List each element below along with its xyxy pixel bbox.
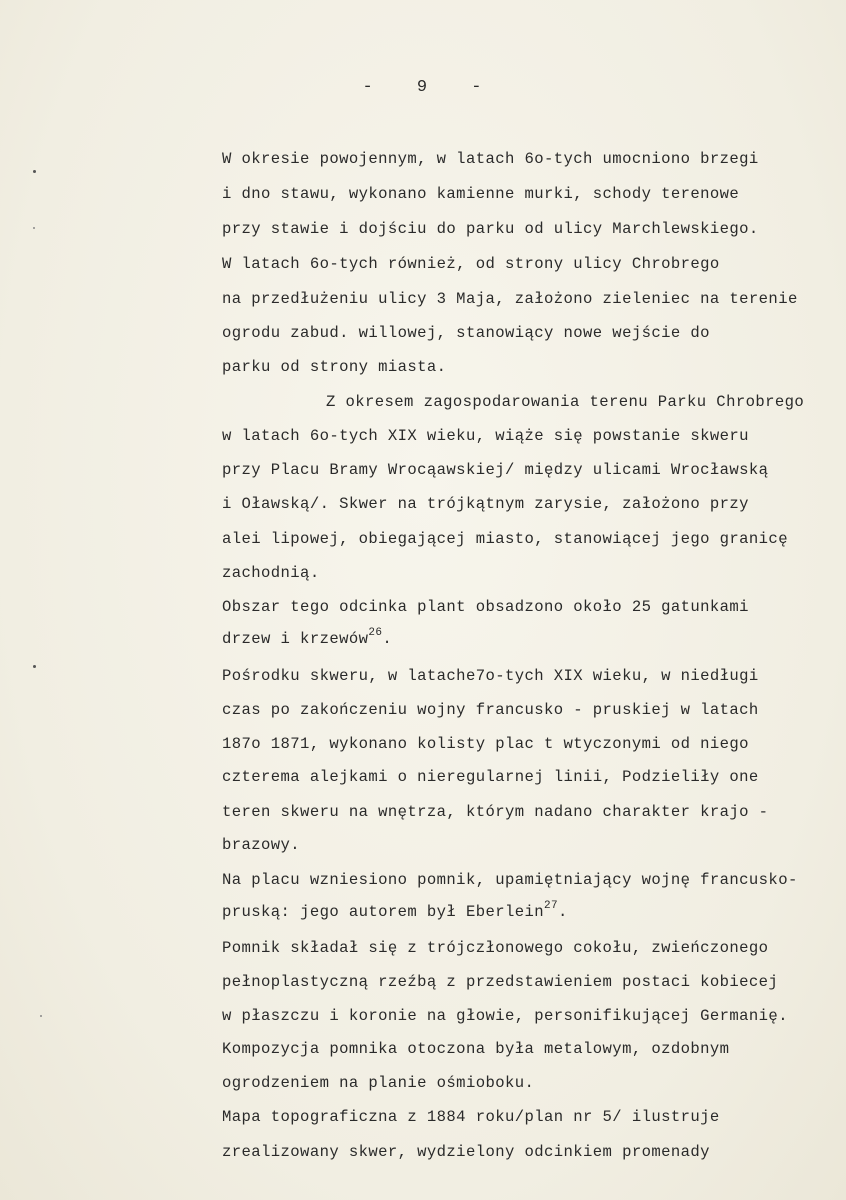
text-line: 187o 1871, wykonano kolisty plac t wtyczonymi od niego <box>222 735 749 753</box>
text-line: Na placu wzniesiono pomnik, upamiętniający wojnę francusko- <box>222 871 798 889</box>
text-line: Z okresem zagospodarowania terenu Parku Chrobrego <box>326 393 805 411</box>
margin-speck <box>33 227 35 229</box>
text-line: parku od strony miasta. <box>222 358 447 376</box>
text-line: przy stawie i dojściu do parku od ulicy Marchlewskiego. <box>222 220 759 238</box>
text-line: pełnoplastyczną rzeźbą z przedstawieniem postaci kobiecej <box>222 973 779 991</box>
text-line: W okresie powojennym, w latach 6o-tych umocniono brzegi <box>222 150 759 168</box>
text-line: czas po zakończeniu wojny francusko - pruskiej w latach <box>222 701 759 719</box>
footnote-ref-27: 27 <box>544 899 559 912</box>
text-line: i Oławską/. Skwer na trójkątnym zarysie, założono przy <box>222 495 749 513</box>
margin-speck <box>33 170 36 173</box>
page-number-dash-left: - <box>362 78 375 97</box>
page-number-dash-right: - <box>471 78 484 97</box>
text-line: zachodnią. <box>222 564 320 582</box>
text-line: czterema alejkami o nieregularnej linii, Podzieliły one <box>222 768 759 786</box>
text-line: brazowy. <box>222 836 301 854</box>
text-line: w latach 6o-tych XIX wieku, wiąże się powstanie skweru <box>222 427 749 445</box>
text-line: ogrodzeniem na planie ośmioboku. <box>222 1074 535 1092</box>
text-line: Mapa topograficzna z 1884 roku/plan nr 5/ ilustruje <box>222 1108 720 1126</box>
text-line: teren skweru na wnętrza, którym nadano charakter krajo - <box>222 803 769 821</box>
text-line: w płaszczu i koronie na głowie, personifikującej Germanię. <box>222 1007 788 1025</box>
footnote-ref-26: 26 <box>368 626 383 639</box>
text-line: drzew i krzewów$^{26}$. <box>222 626 393 648</box>
text-line: na przedłużeniu ulicy 3 Maja, założono zieleniec na terenie <box>222 290 798 308</box>
text-line: Obszar tego odcinka plant obsadzono około 25 gatunkami <box>222 598 749 616</box>
text-line: Pośrodku skweru, w latache7o-tych XIX wieku, w niedługi <box>222 667 759 685</box>
page-number <box>0 78 846 97</box>
text-line: W latach 6o-tych również, od strony ulicy Chrobrego <box>222 255 720 273</box>
margin-speck <box>33 665 36 668</box>
text-line: i dno stawu, wykonano kamienne murki, schody terenowe <box>222 185 740 203</box>
page-number-value: 9 <box>416 78 430 97</box>
text-line: pruską: jego autorem był Eberlein$^{27}$. <box>222 899 568 921</box>
text-line: alei lipowej, obiegającej miasto, stanowiącej jego granicę <box>222 530 788 548</box>
text-line: zrealizowany skwer, wydzielony odcinkiem promenady <box>222 1143 710 1161</box>
text-line: przy Placu Bramy Wrocąawskiej/ między ulicami Wrocławską <box>222 461 769 479</box>
text-line: Pomnik składał się z trójczłonowego cokołu, zwieńczonego <box>222 939 769 957</box>
margin-speck <box>40 1015 42 1017</box>
text-line: Kompozycja pomnika otoczona była metalowym, ozdobnym <box>222 1040 730 1058</box>
text-line: ogrodu zabud. willowej, stanowiący nowe wejście do <box>222 324 710 342</box>
